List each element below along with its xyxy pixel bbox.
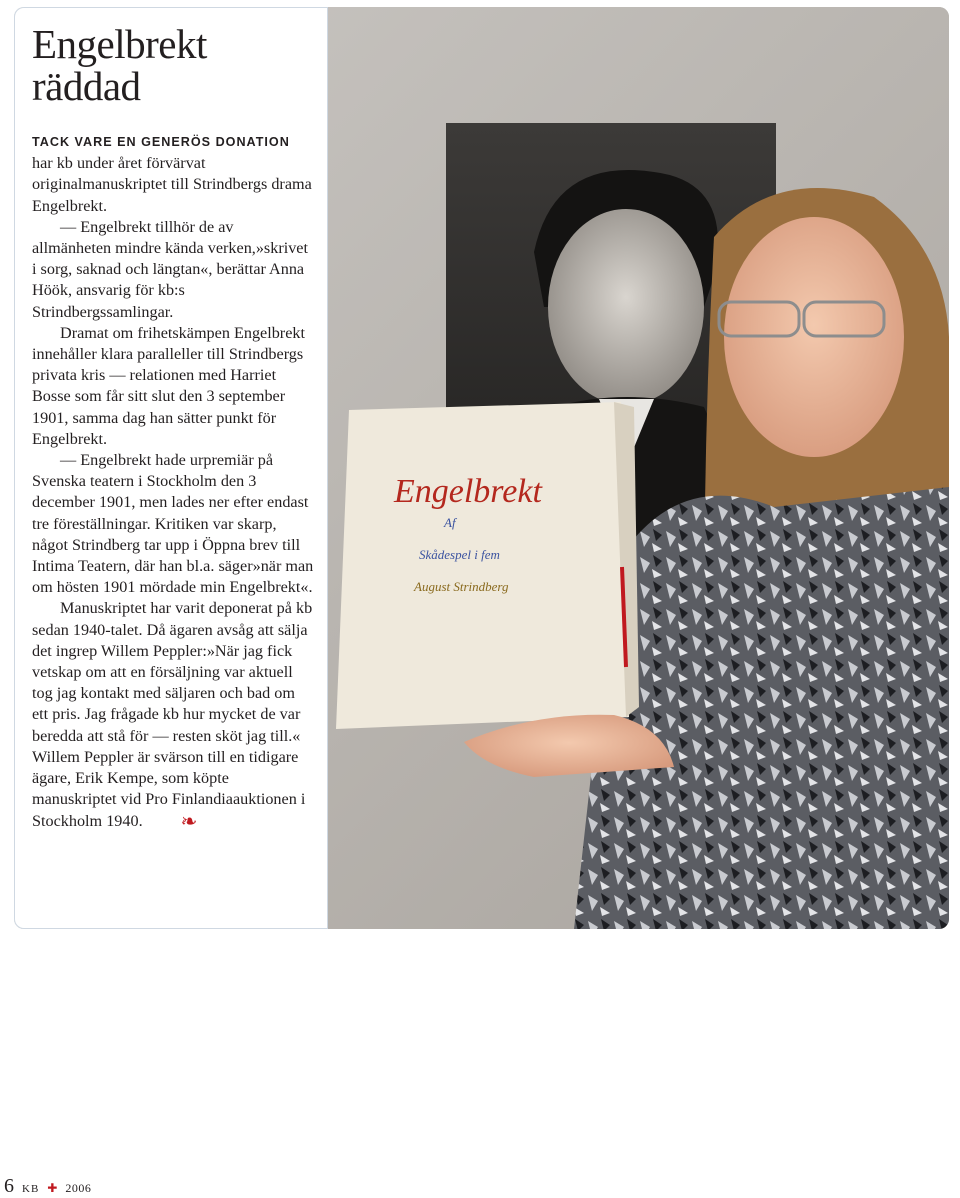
article-title-line-2: räddad	[32, 63, 141, 109]
article-title	[32, 23, 314, 107]
manuscript-title: Engelbrekt	[394, 473, 542, 510]
article-paragraph-4: — Engelbrekt hade urpremiär på Svenska teatern i Stockholm den 3 december 1901, men lades ner efter endast tre föreställningar. Kritiken var skarp, något Strindberg tar upp i Öppna brev till Intima Teatern, där han bl.a. säger»när man om hösten 1901 mördade min Engelbrekt«.	[32, 451, 314, 597]
manuscript-line-c: August Strindberg	[414, 579, 509, 594]
article-paragraph-3: Dramat om frihetskämpen Engelbrekt innehåller klara paralleller till Strindbergs privata kris — relationen med Harriet Bosse som får sitt slut den 3 september 1901, samma dag han sätter punkt för Engelbrekt.	[32, 323, 305, 448]
cross-icon: ✚	[47, 1181, 58, 1195]
article-body	[32, 131, 314, 832]
manuscript-line-b: Skådespel i fem	[419, 547, 500, 562]
article-paragraph-1	[32, 131, 314, 217]
lead-caps: TACK VARE EN GENERÖS DONATION	[32, 135, 290, 149]
paragraph-1-text: har kb under året förvärvat originalmanuskriptet till Strindbergs drama Engelbrekt.	[32, 154, 312, 215]
issue-year: 2006	[65, 1181, 92, 1195]
manuscript-folder	[336, 402, 629, 729]
article-paragraph-5	[32, 598, 314, 832]
article-text-panel	[14, 7, 328, 929]
article-title-line-1: Engelbrekt	[32, 21, 207, 67]
magazine-name: KB	[22, 1183, 40, 1195]
article-paragraph-2: — Engelbrekt tillhör de av allmänheten mindre kända verken,»skrivet i sorg, saknad och längtan«, berättar Anna Höök, ansvarig för kb:s Strindbergssamlingar.	[32, 217, 308, 321]
article-column	[32, 23, 314, 832]
page-number: 6	[4, 1175, 14, 1197]
end-mark-icon: ❧	[180, 809, 198, 834]
page-footer	[4, 1175, 91, 1197]
manuscript-line-a: Af	[444, 515, 456, 530]
paragraph-5-text: Manuskriptet har varit deponerat på kb sedan 1940-talet. Då ägaren avsåg att sälja det ingrep Willem Peppler:»När jag fick vetskap om att en försäljning var aktuell tog jag kontakt med säljaren och bad om ett pris. Jag frågade kb hur mycket de var beredda att stå för — resten sköt jag till.« Willem Peppler är svärson till en tidigare ägare, Erik Kempe, som köpte manuskriptet vid Pro Finlandiaauktionen i Stockholm 1940.	[32, 599, 313, 830]
